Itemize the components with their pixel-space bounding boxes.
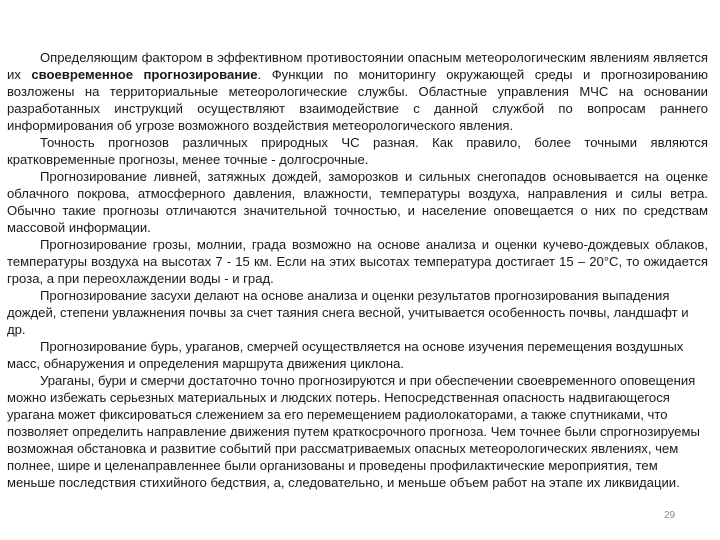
paragraph-drought-forecast: Прогнозирование засухи делают на основе анализа и оценки результатов прогнозирования выпадения дождей, степени увлажнения почвы за счет таяния снега весной, учитывается особенность почвы, ландшафт и др. [7, 288, 689, 337]
paragraph-rain-forecast: Прогнозирование ливней, затяжных дождей, заморозков и сильных снегопадов основывается на оценке облачного покрова, атмосферного давления, влажности, температуры воздуха, направления и силы ветра. Обычно такие прогнозы отличаются значительной точностью, и население оповещается о них по средствам массовой информации. [7, 169, 708, 235]
paragraph-forecasting-factor [7, 49, 708, 134]
paragraph-text: Определяющим фактором в эффективном противостоянии опасным метеорологическим явлениям является их [7, 50, 708, 82]
paragraph-hurricane-forecast: Ураганы, бури и смерчи достаточно точно прогнозируются и при обеспечении своевременного оповещения можно избежать серьезных материальных и людских потерь. Непосредственная опасность надвигающегося урагана может фиксироваться слежением за его перемещением радиолокаторами, а также спутниками, что позволяет определить направление движения путем краткосрочного прогноза. Чем точнее были спрогнозируемы возможная обстановка и развитие событий при рассматриваемых опасных метеорологических явлениях, чем полнее, шире и целенаправленнее были организованы и проведены профилактические мероприятия, тем меньше последствия стихийного бедствия, а, следовательно, и меньше объем работ на этапе их ликвидации. [7, 373, 700, 490]
page-number: 29 [664, 510, 676, 521]
document-body [7, 49, 708, 491]
paragraph-text: . Функции по мониторингу окружающей среды и прогнозированию возложены на территориальные метеорологические службы. Областные управления МЧС на основании разработанных инструкций осуществляют взаимодействие с данной службой по вопросам раннего информирования об угрозе возможного воздействия метеорологического явления. [7, 67, 709, 133]
emphasized-term: своевременное прогнозирование [31, 67, 258, 82]
paragraph-storm-forecast: Прогнозирование бурь, ураганов, смерчей осуществляется на основе изучения перемещения воздушных масс, обнаружения и определения маршрута движения циклона. [7, 339, 684, 371]
paragraph-thunderstorm-forecast: Прогнозирование грозы, молнии, града возможно на основе анализа и оценки кучево-дождевых облаков, температуры воздуха на высотах 7 - 15 км. Если на этих высотах температура достигает 15 – 20°С, то ожидается гроза, а при переохлаждении воды - и град. [7, 237, 708, 286]
paragraph-forecast-accuracy: Точность прогнозов различных природных ЧС разная. Как правило, более точными являются кратковременные прогнозы, менее точные - долгосрочные. [7, 135, 708, 167]
